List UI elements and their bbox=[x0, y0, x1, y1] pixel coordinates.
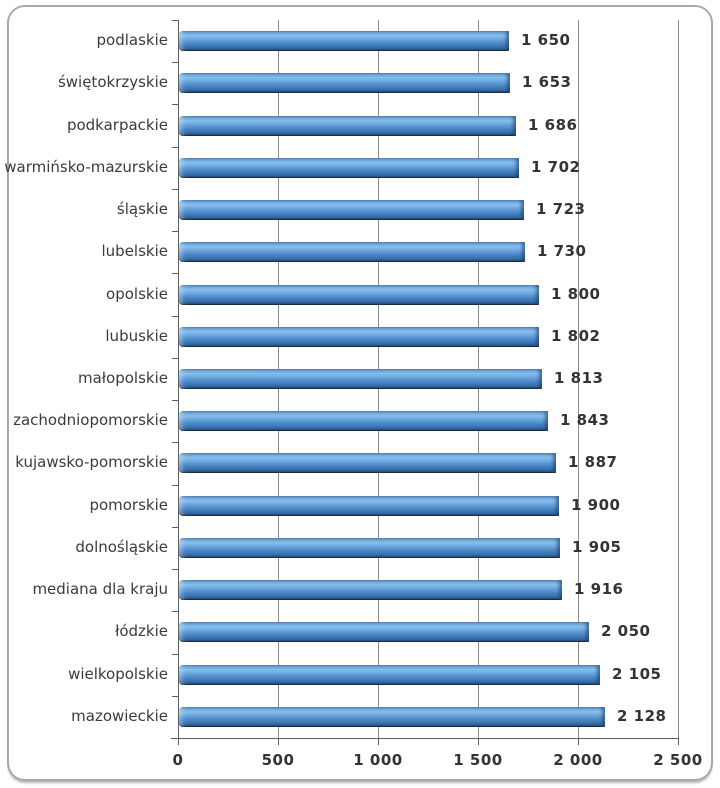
x-axis-tick-label: 2 500 bbox=[653, 751, 703, 769]
bar bbox=[179, 707, 605, 727]
y-axis-tick bbox=[172, 62, 178, 63]
y-axis-tick bbox=[172, 654, 178, 655]
y-axis-tick bbox=[172, 20, 178, 21]
value-label: 1 702 bbox=[531, 158, 581, 176]
value-label: 2 050 bbox=[601, 622, 651, 640]
bar bbox=[179, 73, 510, 93]
value-label: 1 905 bbox=[572, 538, 622, 556]
value-label: 1 813 bbox=[554, 369, 604, 387]
y-axis-tick bbox=[172, 273, 178, 274]
y-axis-tick bbox=[172, 611, 178, 612]
category-label: warmińsko-mazurskie bbox=[4, 158, 168, 176]
bar bbox=[179, 200, 524, 220]
y-axis-tick bbox=[172, 316, 178, 317]
x-axis-tick-label: 2 000 bbox=[553, 751, 603, 769]
bar bbox=[179, 622, 589, 642]
category-label: świętokrzyskie bbox=[57, 73, 168, 91]
bar bbox=[179, 453, 556, 473]
bar bbox=[179, 242, 525, 262]
x-axis-tick bbox=[578, 739, 579, 745]
bar bbox=[179, 580, 562, 600]
x-axis-tick bbox=[678, 739, 679, 745]
x-axis-tick-label: 0 bbox=[172, 751, 184, 769]
category-label: łódzkie bbox=[115, 622, 168, 640]
value-label: 1 900 bbox=[571, 496, 621, 514]
x-axis-tick-label: 500 bbox=[261, 751, 295, 769]
x-axis-tick bbox=[178, 739, 179, 745]
y-axis-tick bbox=[172, 527, 178, 528]
x-axis-tick-label: 1 000 bbox=[353, 751, 403, 769]
value-label: 2 105 bbox=[612, 665, 662, 683]
bar bbox=[179, 285, 539, 305]
bar bbox=[179, 665, 600, 685]
bar bbox=[179, 158, 519, 178]
bar bbox=[179, 31, 509, 51]
category-label: zachodniopomorskie bbox=[13, 411, 168, 429]
bar bbox=[179, 327, 539, 347]
bar bbox=[179, 538, 560, 558]
category-label: kujawsko-pomorskie bbox=[15, 453, 168, 471]
category-label: dolnośląskie bbox=[75, 538, 168, 556]
y-axis-tick bbox=[172, 358, 178, 359]
value-label: 1 730 bbox=[537, 242, 587, 260]
value-label: 1 686 bbox=[528, 116, 578, 134]
value-label: 1 887 bbox=[568, 453, 618, 471]
x-axis-tick bbox=[478, 739, 479, 745]
category-label: wielkopolskie bbox=[68, 665, 168, 683]
y-axis-tick bbox=[172, 569, 178, 570]
category-label: śląskie bbox=[116, 200, 168, 218]
bar bbox=[179, 411, 548, 431]
bar bbox=[179, 496, 559, 516]
bar bbox=[179, 116, 516, 136]
value-label: 1 916 bbox=[574, 580, 624, 598]
bar bbox=[179, 369, 542, 389]
y-axis-tick bbox=[172, 485, 178, 486]
x-axis-tick-label: 1 500 bbox=[453, 751, 503, 769]
value-label: 1 800 bbox=[551, 285, 601, 303]
category-label: podkarpackie bbox=[66, 116, 168, 134]
value-label: 1 723 bbox=[536, 200, 586, 218]
category-label: podlaskie bbox=[96, 31, 168, 49]
x-axis-tick bbox=[378, 739, 379, 745]
value-label: 1 650 bbox=[521, 31, 571, 49]
category-label: małopolskie bbox=[77, 369, 168, 387]
y-axis-tick bbox=[172, 696, 178, 697]
x-axis-tick bbox=[278, 739, 279, 745]
x-axis bbox=[171, 738, 679, 739]
y-axis-tick bbox=[172, 442, 178, 443]
y-axis-tick bbox=[172, 400, 178, 401]
value-label: 2 128 bbox=[617, 707, 667, 725]
category-label: pomorskie bbox=[89, 496, 168, 514]
category-label: mediana dla kraju bbox=[32, 580, 168, 598]
y-axis-tick bbox=[172, 189, 178, 190]
category-label: mazowieckie bbox=[71, 707, 168, 725]
value-label: 1 802 bbox=[551, 327, 601, 345]
value-label: 1 843 bbox=[560, 411, 610, 429]
category-label: lubelskie bbox=[101, 242, 168, 260]
gridline bbox=[678, 20, 679, 738]
category-label: lubuskie bbox=[105, 327, 168, 345]
y-axis-tick bbox=[172, 104, 178, 105]
y-axis-tick bbox=[172, 147, 178, 148]
category-label: opolskie bbox=[106, 285, 168, 303]
y-axis-tick bbox=[172, 231, 178, 232]
value-label: 1 653 bbox=[522, 73, 572, 91]
